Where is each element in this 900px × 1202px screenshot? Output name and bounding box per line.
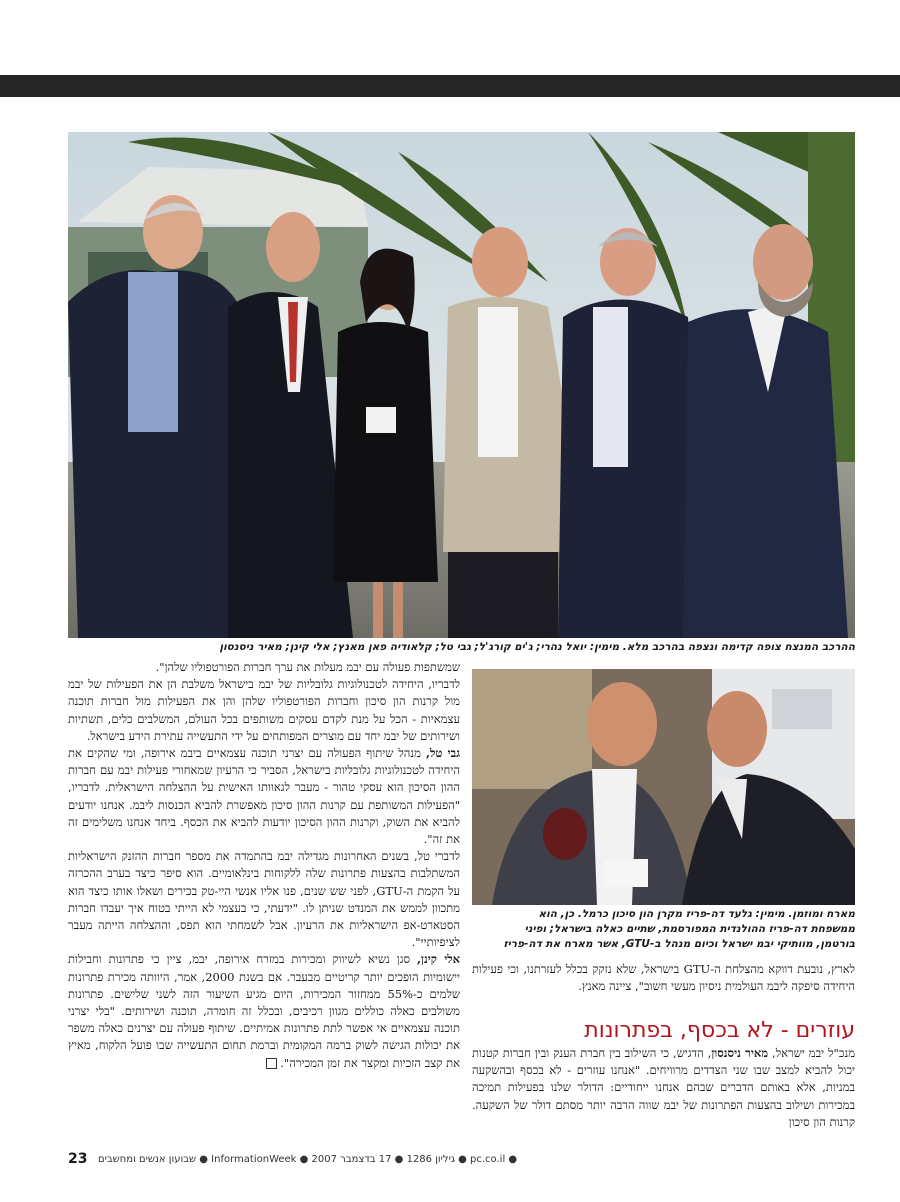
- page-footer: [68, 1151, 855, 1171]
- paragraph: שמשתפות פעולה עם יבמ מעלות את ערך חברות הפורטפוליו שלהן".: [155, 660, 460, 674]
- speaker-name: מאיר ניסנסון: [711, 1046, 769, 1060]
- footer-publication: שבועון אנשים ומחשבים ● InformationWeek ● גיליון 1286 ● 17 בדצמבר 2007 ● pc.co.il ●: [98, 1154, 518, 1165]
- caption-line: בורטמן, מוותיקי יבמ ישראל וכיום מנהל ב-GTU, אשר מארח את דה-פריז: [503, 938, 855, 950]
- end-of-article-icon: [266, 1058, 277, 1069]
- paragraph: לדברי טל, בשנים האחרונות מגדילה יבמ בהתמדה את מספר חברות ההזנק הישראליות המשתלבות בהצעות פתרונות שלה ללקוחות בינלאומיים. הוא סיפר כיצד בערב ההכרזה על הקמת ה-GTU, לפני שש שנים, פנו אליו אנשי היי-טק בכירים ושאלו אותו כיצד הוא מתכוון לממש את המנדט שניתן לו. "ידעתי, כי בעצמי לא הייתי בטוח איך יעבדו חברות הסטארט-אפ הישראליות את הרעיון. אבל לשמחתי הוא תפס, וההצלחה הייתה מעבר לציפיותיי".: [68, 849, 460, 950]
- article-column-right-top: [472, 961, 855, 995]
- caption-line: ממשפחת דה-פריז ההולנדית המפורסמת, שתיים כאלה בישראל; ופיני: [524, 923, 855, 935]
- speaker-name: אלי קינן,: [417, 952, 460, 967]
- hosts-photo: [472, 669, 855, 905]
- hosts-photo-caption: [472, 907, 855, 952]
- paragraph: מנכ"ל יבמ ישראל, מאיר ניסנסון, הדגיש, כי השילוב בין חברת הענק ובין חברות קטנות יכול להביא למצב שבו שני הצדדים מרוויחים. "אנחנו עוזרים - לא בכסף ובהשקעה במניות, אלא באותם הדברים שבהם אנחנו ייחודיים: הדולר שלנו בפעילות תמיכה במכירות ושילוב בהצעות הפתרונות של יבמ שווה הרבה יותר מסתם דולר של השקעה. קרנות הון סיכון: [472, 1046, 856, 1129]
- top-bar: [0, 75, 900, 97]
- caption-line: מארח ומוזמן. מימין: גלעד דה-פריז מקרן הון סיכון כרמל. כן, הוא: [538, 908, 855, 920]
- article-column-right-bottom: [472, 1045, 855, 1131]
- group-photo: [68, 132, 855, 638]
- paragraph: גבי טל, מנהל שיתוף הפעולה עם יצרני תוכנה עצמאיים ביבמ אירופה, ומי שהקים את היחידה לטכנולוגיות גלובליות בישראל, הסביר כי הרעיון שמאחורי פעילות יבמ עם חברות ההון הסיכון הוא עסקי טהור - מעבר לגאוותו האישית על ההצלחה הישראלית. לדבריו, "הפעילות המשותפת עם קרנות ההון סיכון מאפשרת להביא הכנסות ליבמ. אנחנו יודעים להביא את השוק, וקרנות ההון הסיכון יודעות להביא את הכסף. ביחד אנחנו משלימים זה את זה".: [68, 746, 461, 847]
- paragraph: אלי קינן, סגן נשיא לשיווק ומכירות במזרח אירופה, יבמ, ציין כי פתרונות וחבילות יישומיות הופכים יותר קריטיים מבעבר. אם בשנת 2000, אמר, היוותה מכירת פתרונות שלמים כ-55% ממחזור המכירות, היום מגיע השיעור הזה לשני שלישים. פתרונות משולבים כאלה כוללים מגוון רכיבים, ובכלל זה חומרה, תוכנה ושירותים. "בלי יצרני תוכנה עצמאיים אי אפשר לתת פתרונות אמיתיים. שיתוף פעולה עם יצרנים כאלה משפר את יכולות הגישה לשוק ברמה המקומית וברמת תחום התעשייה שבו פועל הלקוח, מאיץ את קצב הזכיות ומקצר את זמן המכירה".: [68, 952, 460, 1070]
- article-column-left: [68, 659, 460, 1072]
- paragraph: לארץ, נובעת דווקא מהצלחת ה-GTU בישראל, שלא נזקק בכלל לעזרתנו, וכי פעילות היחידה סיפקה ליבמ העולמית ניסיון מעשי חשוב", ציינה מאנץ.: [472, 962, 856, 994]
- speaker-name: גבי טל,: [425, 746, 461, 761]
- page-number: 23: [68, 1151, 88, 1167]
- main-photo-caption: ההרכב המנצח צופה קדימה ונצפה בהרכב מלא. מימין: יואל נהרי; ג'ים קורג'ל; גבי טל; קלאודיה פאן מאנץ; אלי קינן; מאיר ניסנסון: [219, 641, 855, 653]
- section-subhead: עוזרים - לא בכסף, בפתרונות: [584, 1018, 855, 1043]
- paragraph: לדבריו, היחידה לטכנולוגיות גלובליות של יבמ בישראל משלבת הן את הפעילות של יבמ מול קרנות הון סיכון וחברות הפורטפוליו שלהן והן את הפעילות מול חברות תוכנה עצמאיות - הכל על מנת לקדם עסקים משותפים בכל העולם, המשלבים כלים, תשתיות ושירותים של יבמ יחד עם מוצרים המפותחים על ידי התעשייה עתירת הידע בישראל.: [68, 677, 460, 743]
